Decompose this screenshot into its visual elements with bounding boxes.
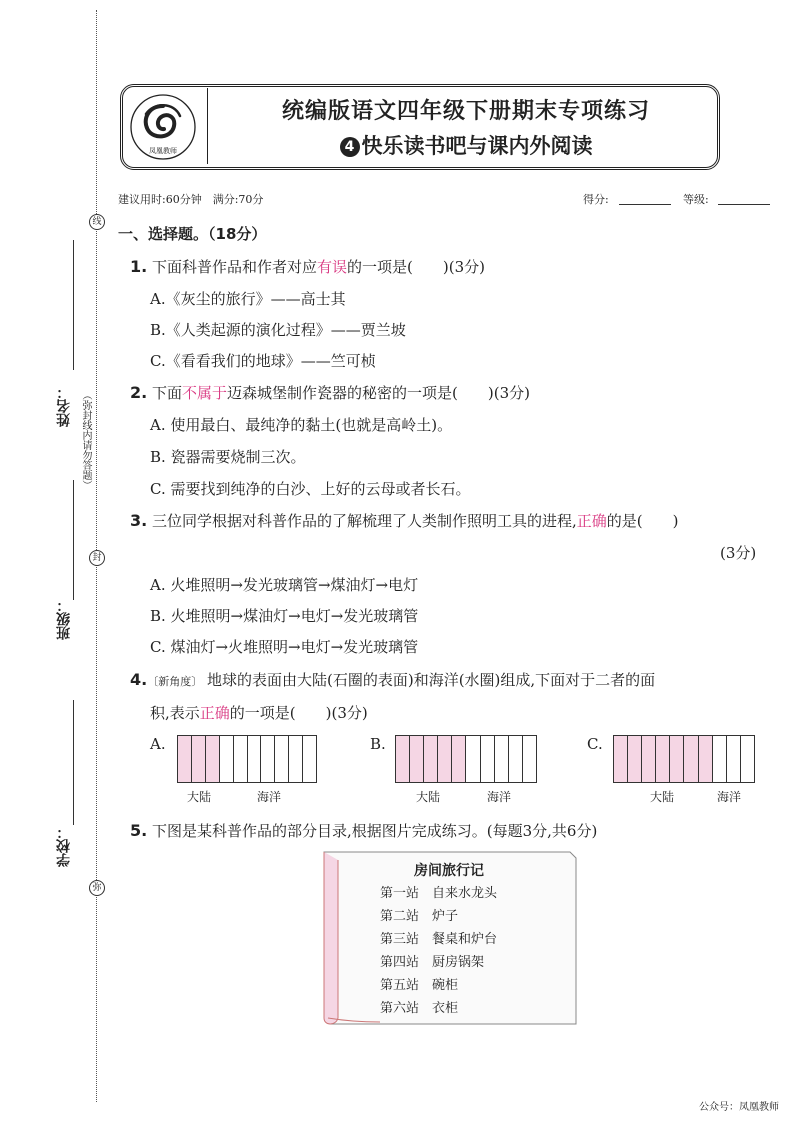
- q3-option-b[interactable]: B. 火堆照明→煤油灯→电灯→发光玻璃管: [150, 607, 419, 625]
- grade-label: 等级:: [683, 193, 709, 206]
- land-cell: [669, 736, 683, 782]
- q1-option-c[interactable]: C.《看看我们的地球》——竺可桢: [150, 352, 376, 370]
- toc-place: 厨房锅架: [432, 955, 485, 970]
- time-info: 建议用时:60分钟 满分:70分: [118, 193, 264, 206]
- q1-highlight: 有误: [317, 258, 348, 276]
- toc-place: 餐桌和炉台: [432, 932, 498, 947]
- q1-text: 下面科普作品和作者对应: [152, 258, 318, 276]
- toc-row-5: [380, 974, 458, 993]
- toc-station: 第三站: [380, 932, 420, 947]
- ocean-cell: [260, 736, 274, 782]
- toc-place: 碗柜: [432, 978, 459, 993]
- ocean-cell: [465, 736, 479, 782]
- toc-row-1: [380, 882, 497, 901]
- ocean-cell: [726, 736, 740, 782]
- q4-chart-c[interactable]: [613, 735, 755, 783]
- q4-chart-b[interactable]: [395, 735, 537, 783]
- q4-chart-c-land-label: 大陆: [650, 790, 675, 804]
- seal-note: （弥封线内请勿答题）: [80, 390, 91, 490]
- toc-row-2: [380, 905, 458, 924]
- seal-mark-mi: 弥: [89, 880, 105, 896]
- toc-row-6: [380, 997, 458, 1016]
- class-underline: [73, 480, 74, 600]
- q1-option-b[interactable]: B.《人类起源的演化过程》——贾兰坡: [150, 321, 406, 339]
- q5-stem: [130, 820, 597, 841]
- q3-stem: [130, 510, 679, 531]
- toc-row-3: [380, 928, 497, 947]
- score-field[interactable]: [619, 204, 671, 205]
- q4-chart-b-land-label: 大陆: [416, 790, 441, 804]
- q4-text-line2: 积,表示: [150, 704, 200, 722]
- q5-text: 下图是某科普作品的部分目录,根据图片完成练习。(每题3分,共6分): [152, 822, 598, 840]
- q3-number: 3.: [130, 511, 148, 530]
- land-cell: [614, 736, 627, 782]
- q2-option-b[interactable]: B. 瓷器需要烧制三次。: [150, 448, 306, 466]
- land-cell: [178, 736, 191, 782]
- toc-station: 第一站: [380, 886, 420, 901]
- land-cell: [451, 736, 465, 782]
- q1-option-a[interactable]: A.《灰尘的旅行》——高士其: [150, 290, 346, 308]
- section-title: 一、选择题。（18分）: [118, 225, 267, 243]
- ocean-cell: [508, 736, 522, 782]
- page-subtitle-text: 快乐读书吧与课内外阅读: [361, 134, 593, 158]
- q3-score: (3分): [720, 544, 757, 562]
- q4-text-line2-end: 的一项是( )(3分): [229, 704, 368, 722]
- ocean-cell: [247, 736, 261, 782]
- land-cell: [698, 736, 712, 782]
- toc-station: 第五站: [380, 978, 420, 993]
- q2-number: 2.: [130, 383, 148, 402]
- page-title: 统编版语文四年级下册期末专项练习: [281, 99, 650, 124]
- land-cell: [191, 736, 205, 782]
- score-label: 得分:: [583, 193, 609, 206]
- q4-text-line1: 地球的表面由大陆(石圈的表面)和海洋(水圈)组成,下面对于二者的面: [207, 671, 656, 689]
- q5-number: 5.: [130, 821, 148, 840]
- q4-chart-c-ocean-label: 海洋: [717, 790, 742, 804]
- q4-chart-a-land-label: 大陆: [187, 790, 212, 804]
- ocean-cell: [712, 736, 726, 782]
- q4-number: 4.: [130, 670, 148, 689]
- ocean-cell: [494, 736, 508, 782]
- q3-option-c[interactable]: C. 煤油灯→火堆照明→电灯→发光玻璃管: [150, 638, 419, 656]
- grade-field[interactable]: [718, 204, 770, 205]
- unit-number-badge: 4: [340, 137, 360, 157]
- q4-chart-b-ocean-label: 海洋: [487, 790, 512, 804]
- q3-highlight: 正确: [576, 512, 607, 530]
- toc-row-4: [380, 951, 484, 970]
- toc-station: 第六站: [380, 1001, 420, 1016]
- q4-stem: [130, 669, 655, 690]
- land-cell: [655, 736, 669, 782]
- q2-highlight: 不属于: [182, 384, 228, 402]
- ocean-cell: [219, 736, 233, 782]
- q2-text: 下面: [152, 384, 183, 402]
- school-underline: [73, 700, 74, 825]
- land-cell: [683, 736, 697, 782]
- book-toc-image: [320, 850, 578, 1026]
- toc-place: 炉子: [432, 909, 459, 924]
- toc-place: 自来水龙头: [432, 886, 498, 901]
- land-cell: [437, 736, 451, 782]
- q4-highlight: 正确: [199, 704, 230, 722]
- ocean-cell: [274, 736, 288, 782]
- land-cell: [396, 736, 409, 782]
- ocean-cell: [480, 736, 494, 782]
- q1-number: 1.: [130, 257, 148, 276]
- q4-tag: 〔新角度〕: [147, 675, 203, 688]
- q4-chart-a[interactable]: [177, 735, 317, 783]
- footer-credit: 公众号：凤凰教师: [699, 1102, 779, 1113]
- toc-station: 第二站: [380, 909, 420, 924]
- toc-station: 第四站: [380, 955, 420, 970]
- name-label: 姓名：: [56, 385, 72, 427]
- ocean-cell: [740, 736, 754, 782]
- q4-chart-b-label[interactable]: B.: [370, 735, 386, 753]
- ocean-cell: [233, 736, 247, 782]
- school-label: 学校：: [56, 825, 72, 867]
- ocean-cell: [522, 736, 536, 782]
- page-subtitle: [236, 130, 696, 160]
- class-label: 班级：: [56, 598, 72, 640]
- q4-stem-line2: [150, 702, 368, 723]
- land-cell: [641, 736, 655, 782]
- seal-mark-feng: 封: [89, 550, 105, 566]
- q2-text-end: 迈森城堡制作瓷器的秘密的一项是( )(3分): [227, 384, 530, 402]
- ocean-cell: [302, 736, 316, 782]
- land-cell: [423, 736, 437, 782]
- name-underline: [73, 240, 74, 370]
- land-cell: [409, 736, 423, 782]
- ocean-cell: [288, 736, 302, 782]
- land-cell: [205, 736, 219, 782]
- seal-mark-xian: 线: [89, 214, 105, 230]
- q3-option-a[interactable]: A. 火堆照明→发光玻璃管→煤油灯→电灯: [150, 576, 419, 594]
- q2-stem: [130, 382, 530, 403]
- toc-place: 衣柜: [432, 1001, 459, 1016]
- q2-option-a[interactable]: A. 使用最白、最纯净的黏土(也就是高岭土)。: [150, 416, 453, 434]
- q3-text-end: 的是( ): [606, 512, 679, 530]
- q1-stem: [130, 256, 485, 277]
- logo-text: 凤凰教师: [149, 147, 177, 155]
- title-divider: [207, 88, 208, 164]
- logo: [128, 92, 198, 162]
- land-cell: [627, 736, 641, 782]
- q1-text-end: 的一项是( )(3分): [347, 258, 485, 276]
- q4-chart-a-label[interactable]: A.: [150, 735, 166, 753]
- q2-option-c[interactable]: C. 需要找到纯净的白沙、上好的云母或者长石。: [150, 480, 471, 498]
- book-title: 房间旅行记: [414, 863, 484, 879]
- q3-text: 三位同学根据对科普作品的了解梳理了人类制作照明工具的进程,: [152, 512, 577, 530]
- q4-chart-a-ocean-label: 海洋: [257, 790, 282, 804]
- q4-chart-c-label[interactable]: C.: [587, 735, 603, 753]
